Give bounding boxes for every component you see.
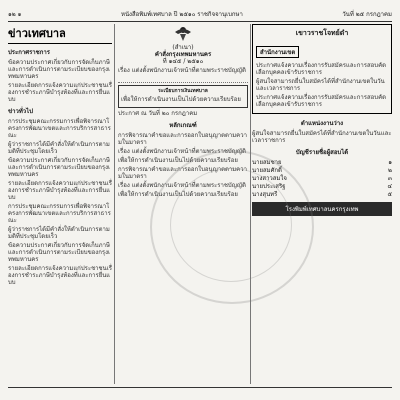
article-text: ข้อความประกาศเกี่ยวกับการจัดเก็บภาษีและการดำเนินการตามระเบียบของกรุงเทพมหานคร [8, 157, 111, 178]
right-column [252, 24, 392, 384]
announcement-text: ผู้สนใจสามารถยื่นใบสมัครได้ที่สำนักงานเขตในวันและเวลาราชการ [256, 78, 385, 92]
footer-rule [8, 387, 392, 388]
results-table [252, 159, 392, 199]
article-text: รายละเอียดการแจ้งความแก่ประชาชนเรื่องการชำระภาษีบำรุงท้องที่และการยื่นแบบ [8, 82, 112, 103]
criteria-text: เพื่อให้การดำเนินงานเป็นไปด้วยความเรียบร้อย [118, 157, 238, 164]
article-text: ข้อความประกาศเกี่ยวกับการจัดเก็บภาษีและการดำเนินการตามระเบียบของกรุงเทพมหานคร [8, 59, 111, 80]
article-text: การประชุมคณะกรรมการเพื่อพิจารณาโครงการพัฒนาเขตและการบริการสาธารณะ [8, 203, 111, 224]
page-header [8, 8, 392, 20]
criteria-text: เรื่อง แต่งตั้งพนักงานเจ้าหน้าที่ตามพระราชบัญญัติ [118, 148, 246, 155]
regulation-box [118, 85, 248, 108]
office-announcement [252, 24, 392, 114]
masthead: ข่าวเทศบาล [8, 24, 112, 44]
table-row [252, 183, 392, 191]
article-text: การประชุมคณะกรรมการเพื่อพิจารณาโครงการพัฒนาเขตและการบริการสาธารณะ [8, 118, 111, 139]
box-text: เพื่อให้การดำเนินงานเป็นไปด้วยความเรียบร้อย [121, 96, 241, 103]
date-line: ประกาศ ณ วันที่ ๒๐ กรกฎาคม [118, 110, 198, 117]
row-name: นายประเสริฐ [252, 183, 286, 190]
article-text: ข้อความประกาศเกี่ยวกับการจัดเก็บภาษีและการดำเนินการตามระเบียบของกรุงเทพมหานคร [8, 242, 111, 263]
article-text: รายละเอียดการแจ้งความแก่ประชาชนเรื่องการชำระภาษีบำรุงท้องที่และการยื่นแบบ [8, 265, 112, 286]
row-value: ๒ [388, 167, 392, 174]
office-title: เขาวราชโจทย์ดำ [295, 28, 349, 37]
criteria-text: เรื่อง แต่งตั้งพนักงานเจ้าหน้าที่ตามพระราชบัญญัติ [118, 182, 246, 189]
left-column [8, 24, 112, 384]
section-heading: ประกาศราชการ [8, 49, 50, 56]
criteria-text: เพื่อให้การดำเนินงานเป็นไปด้วยความเรียบร้อย [118, 191, 238, 198]
row-name: นางสาวสมใจ [252, 175, 287, 182]
row-name: นายสมศักดิ์ [252, 167, 282, 174]
order-subject: เรื่อง แต่งตั้งพนักงานเจ้าหน้าที่ตามพระราชบัญญัติ [118, 67, 246, 74]
announcement-text: ประกาศแจ้งความเรื่องการรับสมัครและการสอบคัดเลือกบุคคลเข้ารับราชการ [256, 62, 386, 76]
header-rule [8, 21, 392, 22]
article-text: รายละเอียดการแจ้งความแก่ประชาชนเรื่องการชำระภาษีบำรุงท้องที่และการยื่นแบบ [8, 180, 112, 201]
criteria-text: การพิจารณาคำขอและการออกใบอนุญาตตามความในมาตรา [118, 166, 247, 180]
column-divider [250, 24, 251, 384]
article-text: ผู้ว่าราชการได้มีคำสั่งให้ดำเนินการตามมติที่ประชุมโดยเร็ว [8, 141, 110, 155]
section-heading: ข่าวทั่วไป [8, 108, 33, 115]
order-title: คำสั่งกรุงเทพมหานคร [154, 51, 212, 58]
divider [118, 76, 248, 83]
results-table-title: บัญชีรายชื่อผู้สอบได้ [295, 149, 349, 156]
table-row [252, 167, 392, 175]
order-number: ที่ ๑๔๕ / ๒๕๑๐ [162, 58, 204, 65]
column-divider [114, 24, 115, 384]
middle-column [118, 24, 248, 384]
announcement-text: ประกาศแจ้งความเรื่องการรับสมัครและการสอบคัดเลือกบุคคลเข้ารับราชการ [256, 94, 386, 108]
row-value: ๕ [387, 191, 392, 198]
printer-band: โรงพิมพ์เทศบาลนครกรุงเทพ [252, 202, 392, 216]
box-title: ระเบียบการเงินเทศบาล [158, 88, 208, 94]
header-center: หนังสือพิมพ์เทศบาล ปี ๒๕๑๐ ราชกิจจานุเบกษา [120, 11, 243, 18]
row-name: นางสุนทรี [252, 191, 278, 198]
article-text: ผู้ว่าราชการได้มีคำสั่งให้ดำเนินการตามมติที่ประชุมโดยเร็ว [8, 226, 110, 240]
vacancy-heading: ตำแหน่งงานว่าง [300, 120, 344, 127]
criteria-text: การพิจารณาคำขอและการออกใบอนุญาตตามความในมาตรา [118, 132, 247, 146]
row-name: นายสมชาย [252, 159, 282, 166]
garuda-emblem-icon [173, 24, 193, 42]
vacancy-text: ผู้สนใจสามารถยื่นใบสมัครได้ที่สำนักงานเขตในวันและเวลาราชการ [252, 130, 392, 144]
header-right: วันที่ ๒๕ กรกฎาคม [342, 11, 392, 18]
row-value: ๔ [387, 183, 392, 190]
office-tag: สำนักงานเขต [256, 46, 299, 58]
table-row [252, 159, 392, 167]
row-value: ๑ [388, 159, 392, 166]
row-value: ๓ [387, 175, 392, 182]
document-label: (สำเนา) [172, 44, 194, 51]
criteria-heading: หลักเกณฑ์ [169, 122, 197, 129]
table-row [252, 175, 392, 183]
table-row [252, 191, 392, 199]
header-left: ๑๒ ๑ [8, 11, 22, 18]
